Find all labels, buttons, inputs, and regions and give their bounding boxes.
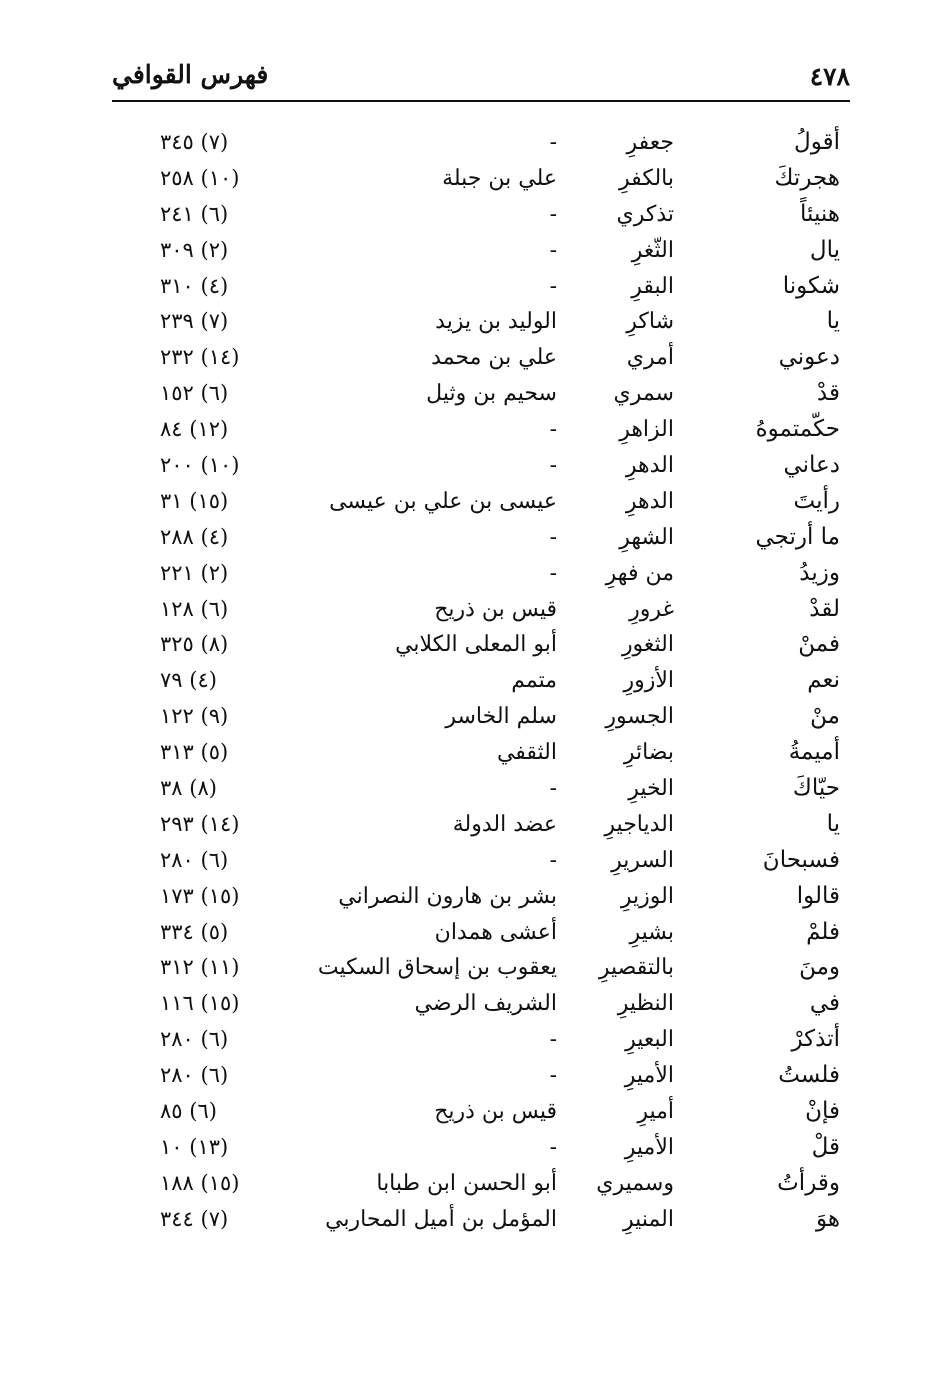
index-poet-name: - (549, 130, 557, 155)
index-row (112, 448, 850, 484)
index-reference: (١٥) ٣١ (160, 488, 229, 513)
index-row (112, 233, 850, 269)
index-rhyme-word: جعفرِ (626, 130, 674, 155)
index-row (112, 1166, 850, 1202)
index-row (112, 879, 850, 915)
index-rhyme-word: الثغورِ (621, 632, 674, 658)
index-first-word: وقرأتُ (777, 1169, 840, 1196)
index-row (112, 950, 850, 986)
index-row (112, 1022, 850, 1058)
running-title: فهرس القوافي (112, 60, 269, 89)
page-header (112, 52, 850, 100)
index-reference: (٢) ٢٢١ (160, 560, 229, 585)
index-poet-name: - (549, 1027, 557, 1053)
index-row (112, 699, 850, 735)
index-first-word: دعاني (783, 452, 840, 479)
index-first-word: فمنْ (798, 631, 840, 658)
page-number: ٤٧٨ (809, 62, 850, 91)
index-poet-name: - (549, 524, 557, 550)
index-row (112, 556, 850, 592)
index-first-word: هنيئاً (800, 200, 840, 227)
index-row (112, 1058, 850, 1094)
index-poet-name: بشر بن هارون النصراني (338, 883, 557, 909)
index-first-word: قدْ (816, 380, 840, 407)
index-poet-name: أعشى همدان (434, 919, 557, 945)
index-first-word: يا (826, 810, 840, 837)
index-row (112, 663, 850, 699)
index-rhyme-word: شاكرِ (626, 309, 674, 335)
index-poet-name: الوليد بن يزيد (435, 309, 557, 335)
index-poet-name: متمم (511, 668, 557, 694)
index-row (112, 735, 850, 771)
index-first-word: يال (809, 236, 840, 263)
index-first-word: أتذكرْ (791, 1026, 840, 1053)
index-reference: (٦) ٢٤١ (160, 201, 229, 226)
index-poet-name: - (549, 1063, 557, 1089)
index-rhyme-word: الأميرِ (624, 1063, 674, 1089)
index-row (112, 520, 850, 556)
index-first-word: حيّاكَ (792, 775, 840, 802)
index-reference: (١٤) ٢٩٣ (160, 811, 240, 836)
index-reference: (٦) ٢٨٠ (160, 1063, 229, 1088)
index-poet-name: سحيم بن وثيل (426, 381, 557, 407)
index-rhyme-word: أمري (626, 345, 674, 371)
index-rhyme-word: المنيرِ (623, 1206, 674, 1232)
index-poet-name: علي بن محمد (431, 345, 557, 371)
index-poet-name: الشريف الرضي (414, 991, 557, 1017)
index-reference: (٦) ٢٨٠ (160, 847, 229, 872)
index-reference: (٤) ٢٨٨ (160, 524, 229, 549)
index-rhyme-word: بضائرِ (623, 740, 674, 766)
index-reference: (١٥) ١٧٣ (160, 883, 240, 908)
index-row (112, 843, 850, 879)
index-poet-name: - (549, 201, 557, 227)
index-poet-name: سلم الخاسر (445, 704, 557, 730)
index-poet-name: قيس بن ذريح (434, 596, 557, 622)
index-first-word: رأيتَ (793, 487, 840, 514)
index-row (112, 771, 850, 807)
index-rhyme-word: البعيرِ (625, 1027, 674, 1053)
index-reference: (١١) ٣١٢ (160, 955, 240, 980)
index-row (112, 125, 850, 161)
index-poet-name: الثقفي (496, 740, 557, 766)
index-rhyme-word: الزاهرِ (619, 417, 674, 443)
index-poet-name: - (549, 847, 557, 873)
index-first-word: فلستُ (778, 1062, 840, 1089)
index-reference: (٧) ٣٤٥ (160, 130, 229, 154)
index-rhyme-word: أميرِ (637, 1099, 674, 1125)
index-row (112, 807, 850, 843)
index-row (112, 915, 850, 951)
index-reference: (١٢) ٨٤ (160, 417, 229, 442)
index-row (112, 161, 850, 197)
index-poet-name: - (549, 453, 557, 479)
index-rhyme-word: بالكفرِ (619, 165, 674, 191)
index-first-word: قلْ (811, 1133, 840, 1160)
rhyme-index-table (112, 125, 850, 1238)
index-poet-name: يعقوب بن إسحاق السكيت (317, 955, 557, 981)
index-reference: (١٠) ٢٠٠ (160, 453, 240, 478)
index-row (112, 376, 850, 412)
index-rhyme-word: سمري (613, 381, 674, 407)
index-reference: (١٣) ١٠ (160, 1134, 229, 1159)
index-reference: (٦) ٢٨٠ (160, 1027, 229, 1052)
index-row (112, 986, 850, 1022)
index-row (112, 340, 850, 376)
index-poet-name: - (549, 776, 557, 802)
index-poet-name: عيسى بن علي بن عيسى (329, 488, 557, 514)
header-divider (112, 100, 850, 102)
index-first-word: شكونا (782, 272, 840, 299)
index-reference: (١٥) ١١٦ (160, 991, 240, 1016)
index-row (112, 412, 850, 448)
index-first-word: منْ (810, 703, 840, 730)
index-rhyme-word: السريرِ (611, 847, 674, 873)
index-rhyme-word: بشيرِ (629, 919, 674, 945)
index-reference: (١٠) ٢٥٨ (160, 165, 240, 190)
index-rhyme-word: الدياجيرِ (604, 811, 674, 837)
index-rhyme-word: الخيرِ (628, 776, 674, 802)
index-poet-name: علي بن جبلة (442, 165, 557, 191)
index-rhyme-word: غرورِ (629, 596, 674, 622)
index-first-word: يا (826, 308, 840, 335)
index-row (112, 304, 850, 340)
index-poet-name: - (549, 237, 557, 263)
index-reference: (٢) ٣٠٩ (160, 237, 229, 262)
index-poet-name: - (549, 560, 557, 586)
index-first-word: هجرتكَ (774, 164, 840, 191)
index-reference: (٩) ١٢٢ (160, 704, 229, 729)
index-row (112, 1130, 850, 1166)
index-first-word: في (809, 990, 840, 1017)
index-row (112, 1094, 850, 1130)
index-first-word: قالوا (796, 882, 840, 909)
index-rhyme-word: النظيرِ (617, 991, 674, 1017)
index-poet-name: أبو الحسن ابن طبابا (376, 1170, 557, 1196)
index-first-word: أميمةُ (788, 739, 840, 766)
index-first-word: ومنَ (799, 954, 840, 981)
index-row (112, 627, 850, 663)
index-reference: (٦) ١٥٢ (160, 381, 229, 406)
index-rhyme-word: الجسورِ (605, 704, 674, 730)
index-first-word: نعم (807, 667, 840, 694)
index-first-word: أقولُ (794, 129, 840, 155)
index-rhyme-word: الدهرِ (625, 488, 674, 514)
index-reference: (٦) ١٢٨ (160, 596, 229, 621)
index-rhyme-word: الأزورِ (623, 668, 674, 694)
index-reference: (٤) ٧٩ (160, 668, 217, 693)
index-poet-name: - (549, 1134, 557, 1160)
index-first-word: لقدْ (809, 595, 840, 622)
index-first-word: فإنْ (805, 1098, 840, 1125)
index-reference: (٨) ٣٢٥ (160, 632, 229, 657)
index-row (112, 1202, 850, 1238)
index-first-word: ما أرتجي (755, 523, 840, 550)
index-reference: (٨) ٣٨ (160, 776, 217, 801)
index-row (112, 197, 850, 233)
index-reference: (٤) ٣١٠ (160, 273, 229, 298)
index-poet-name: قيس بن ذريح (434, 1099, 557, 1125)
index-row (112, 484, 850, 520)
index-rhyme-word: الوزيرِ (620, 883, 674, 909)
index-first-word: دعوني (778, 344, 840, 371)
index-reference: (١٥) ١٨٨ (160, 1170, 240, 1195)
index-reference: (٧) ٢٣٩ (160, 309, 229, 334)
index-reference: (٥) ٣٣٤ (160, 919, 229, 944)
index-rhyme-word: الثّغرِ (631, 237, 674, 263)
index-rhyme-word: وسميري (596, 1170, 674, 1196)
index-poet-name: - (549, 417, 557, 443)
index-first-word: فسبحانَ (762, 846, 840, 873)
index-poet-name: عضد الدولة (452, 811, 557, 837)
index-rhyme-word: الشهرِ (619, 524, 674, 550)
index-rhyme-word: تذكري (616, 201, 674, 227)
index-first-word: حكّمتموهُ (755, 416, 840, 443)
index-reference: (١٤) ٢٣٢ (160, 345, 240, 370)
index-poet-name: - (549, 273, 557, 299)
index-rhyme-word: الدهرِ (625, 453, 674, 479)
index-poet-name: أبو المعلى الكلابي (395, 632, 557, 658)
index-rhyme-word: بالتقصيرِ (598, 955, 674, 981)
index-first-word: هوَ (815, 1205, 840, 1232)
index-rhyme-word: البقرِ (631, 273, 674, 299)
index-first-word: فلمْ (806, 918, 840, 945)
index-reference: (٥) ٣١٣ (160, 740, 229, 765)
index-rhyme-word: من فهرِ (605, 560, 674, 586)
index-poet-name: المؤمل بن أميل المحاربي (325, 1206, 557, 1232)
index-row (112, 592, 850, 628)
index-rhyme-word: الأميرِ (624, 1134, 674, 1160)
index-reference: (٦) ٨٥ (160, 1099, 217, 1124)
index-first-word: وزيدُ (799, 559, 840, 586)
index-row (112, 269, 850, 305)
index-reference: (٧) ٣٤٤ (160, 1206, 229, 1231)
